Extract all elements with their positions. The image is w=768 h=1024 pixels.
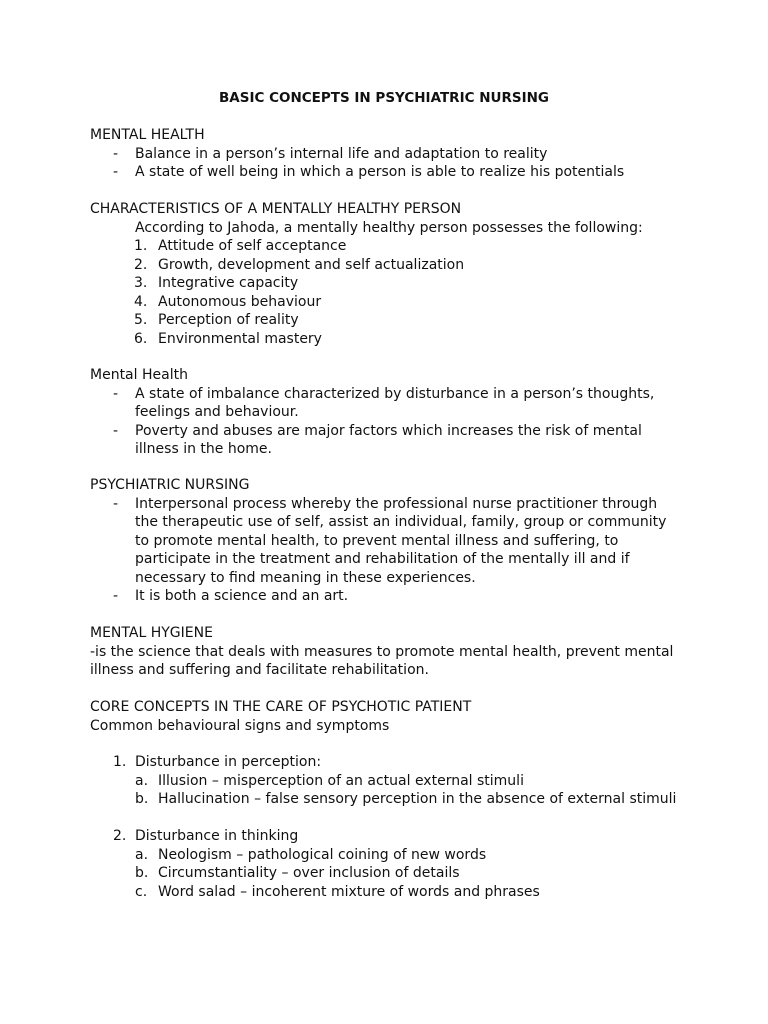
list-item (90, 864, 690, 883)
list-marker: 1. (134, 238, 148, 254)
list-item (90, 883, 690, 902)
list-marker: a. (135, 772, 149, 789)
section-core-concepts (90, 698, 690, 735)
list-item (90, 311, 690, 330)
section-heading: Mental Health (90, 367, 188, 383)
list-item (90, 422, 690, 459)
list-item (90, 827, 690, 846)
list-item-text: Word salad – incoherent mixture of words and phrases (158, 883, 540, 900)
section-psychiatric-nursing (90, 476, 690, 606)
list-item-text: Interpersonal process whereby the professional nurse practitioner through (135, 495, 658, 512)
list-item-text: Illusion – misperception of an actual external stimuli (158, 772, 524, 789)
list-item-text: Disturbance in thinking (135, 828, 299, 844)
list-item-text: Hallucination – false sensory perception in the absence of external stimuli (158, 791, 677, 807)
list-item (90, 163, 690, 182)
list-item-text: necessary to find meaning in these experiences. (135, 569, 476, 586)
symptom-group (90, 753, 690, 809)
list-item-text: Circumstantiality – over inclusion of details (158, 865, 460, 881)
list-marker: 1. (113, 754, 127, 770)
list-item-text: Perception of reality (158, 312, 299, 328)
list-item (90, 495, 690, 588)
list-item-text: It is both a science and an art. (135, 588, 349, 604)
section-heading: MENTAL HEALTH (90, 127, 205, 143)
list-marker: 3. (134, 275, 148, 291)
list-item (90, 772, 690, 791)
list-item-text: A state of imbalance characterized by disturbance in a person’s thoughts, (135, 385, 655, 402)
list-item-text: feelings and behaviour. (135, 404, 299, 420)
list-marker: c. (135, 883, 148, 900)
section-heading: CHARACTERISTICS OF A MENTALLY HEALTHY PERSON (90, 201, 462, 217)
list-marker: - (113, 145, 119, 162)
section-heading: PSYCHIATRIC NURSING (90, 477, 250, 493)
paragraph-line: illness and suffering and facilitate rehabilitation. (90, 662, 429, 678)
list-item-text: Integrative capacity (158, 275, 299, 291)
list-item-text: Autonomous behaviour (158, 293, 322, 310)
list-item (90, 753, 690, 772)
list-item-text: Growth, development and self actualization (158, 256, 465, 273)
list-item-text: Poverty and abuses are major factors which increases the risk of mental (135, 422, 642, 439)
list-item-text: the therapeutic use of self, assist an individual, family, group or community (135, 514, 667, 530)
list-item-text: Neologism – pathological coining of new words (158, 846, 487, 863)
list-item (90, 237, 690, 256)
section-heading: MENTAL HYGIENE (90, 625, 213, 641)
list-marker: 4. (134, 293, 148, 310)
list-marker: - (113, 588, 119, 604)
list-item-text: to promote mental health, to prevent mental illness and suffering, to (135, 532, 619, 549)
list-marker: - (113, 385, 119, 402)
list-item (90, 587, 690, 606)
list-item (90, 274, 690, 293)
paragraph-line: -is the science that deals with measures to promote mental health, prevent mental (90, 643, 674, 660)
list-marker: - (113, 164, 119, 180)
list-marker: 5. (134, 312, 148, 328)
list-item (90, 293, 690, 312)
list-marker: 6. (134, 330, 148, 347)
section-mental-illness (90, 366, 690, 459)
list-marker: - (113, 422, 119, 439)
list-item (90, 330, 690, 349)
document-title: BASIC CONCEPTS IN PSYCHIATRIC NURSING (218, 90, 549, 106)
list-item (90, 145, 690, 164)
list-item-text: Balance in a person’s internal life and adaptation to reality (135, 145, 548, 162)
list-item-text: Environmental mastery (158, 330, 322, 347)
list-item-text: illness in the home. (135, 441, 272, 457)
section-heading: CORE CONCEPTS IN THE CARE OF PSYCHOTIC PATIENT (90, 699, 472, 715)
list-marker: - (113, 495, 119, 512)
list-item-text: participate in the treatment and rehabilitation of the mentally ill and if (135, 551, 630, 567)
list-marker: b. (135, 865, 149, 881)
section-subheading: Common behavioural signs and symptoms (90, 717, 390, 734)
section-characteristics (90, 200, 690, 348)
list-marker: a. (135, 846, 149, 863)
list-marker: 2. (134, 256, 148, 273)
symptom-group (90, 827, 690, 901)
section-intro: According to Jahoda, a mentally healthy person possesses the following: (135, 219, 643, 236)
list-item-text: Attitude of self acceptance (158, 238, 347, 254)
list-item (90, 790, 690, 809)
list-item (90, 385, 690, 422)
list-marker: 2. (113, 828, 127, 844)
section-mental-health (90, 126, 690, 182)
section-mental-hygiene (90, 624, 690, 680)
list-item (90, 256, 690, 275)
list-item-text: A state of well being in which a person is able to realize his potentials (135, 164, 625, 180)
list-item (90, 846, 690, 865)
list-item-text: Disturbance in perception: (135, 754, 322, 770)
list-marker: b. (135, 791, 149, 807)
